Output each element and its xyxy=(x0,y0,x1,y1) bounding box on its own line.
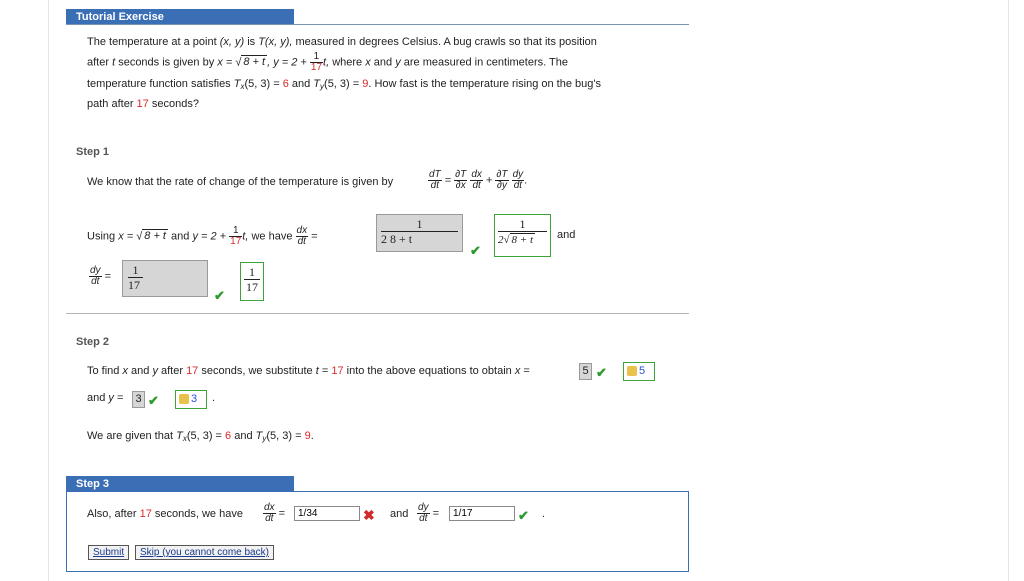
problem-line-2: after t seconds is given by x = √ 8 + t , y = 2 + $\frac{1}{17}$ t, where x and y are measured in centimeters. The xyxy=(87,51,569,73)
sqrt-icon: √ xyxy=(235,56,242,69)
step3-dxdt-label: $\frac{dx}{dt}$ = xyxy=(264,502,286,524)
step2-given-line: We are given that $T_x(5$, 3) = 6 and $T_y(5$, 3) = 9. xyxy=(87,430,314,443)
dxdt-input[interactable] xyxy=(294,506,360,521)
step3-and-text: and xyxy=(390,508,409,520)
step2-and-y-text: and y = xyxy=(87,392,124,404)
key-icon xyxy=(179,394,189,404)
check-icon: ✔ xyxy=(470,243,481,258)
check-icon: ✔ xyxy=(518,508,529,523)
dydt-key-denominator: 17 xyxy=(246,280,258,294)
step3-period: . xyxy=(542,508,546,520)
check-icon: ✔ xyxy=(214,288,225,303)
check-icon: ✔ xyxy=(148,393,159,408)
tutorial-header-rule xyxy=(66,24,689,25)
step1-rate-text: We know that the rate of change of the temperature is given by xyxy=(87,176,394,188)
dxdt-key-numerator: 1 xyxy=(498,218,547,232)
step1-and-text: and xyxy=(557,229,576,241)
x-key-box: 5 xyxy=(623,362,655,381)
step2-y-period: . xyxy=(212,392,216,404)
problem-line-4: path after 17 seconds? xyxy=(87,98,199,110)
chain-rule-formula: $\frac{dT}{dt}$ = $\frac{\partial T}{\partial x}$ $\frac{dx}{dt}$ + $\frac{\partial T}{\partial y}$ $\frac{dy}{dt}$ . xyxy=(429,169,528,191)
submit-button[interactable]: Submit xyxy=(88,545,129,560)
dydt-input[interactable] xyxy=(449,506,515,521)
y-answer-box[interactable]: 3 xyxy=(132,391,145,408)
dxdt-answer-denominator: 2 8 + t xyxy=(381,232,413,246)
frame-left-border xyxy=(48,0,49,581)
dxdt-key-denominator: 2√ 8 + t xyxy=(498,234,534,246)
frame-right-border xyxy=(1008,0,1009,581)
dydt-answer-denominator: 17 xyxy=(128,278,140,292)
step1-label: Step 1 xyxy=(76,146,110,158)
dydt-answer-numerator: 1 xyxy=(128,264,143,278)
step3-dydt-label: $\frac{dy}{dt}$ = xyxy=(418,502,440,524)
dydt-key-box xyxy=(240,262,264,301)
problem-line-1: The temperature at a point (x, y) is T(x, y), measured in degrees Celsius. A bug crawls so that its position xyxy=(87,36,597,48)
dydt-answer-box[interactable] xyxy=(122,260,208,297)
dydt-key-numerator: 1 xyxy=(244,266,260,280)
y-key-box: 3 xyxy=(175,390,207,409)
incorrect-x-icon: ✖ xyxy=(363,507,375,523)
step1-divider xyxy=(66,313,689,314)
key-icon xyxy=(627,366,637,376)
step3-header: Step 3 xyxy=(66,476,294,492)
sqrt-icon: √ xyxy=(136,230,143,243)
step3-also-text: Also, after 17 seconds, we have xyxy=(87,508,243,520)
dxdt-answer-numerator: 1 xyxy=(381,218,458,232)
step1-using-line: Using x = √ 8 + t and y = 2 + $\frac{1}{17}$ t, we have $\frac{dx}{dt}$ = xyxy=(87,225,318,247)
step2-label: Step 2 xyxy=(76,336,110,348)
dxdt-answer-box[interactable] xyxy=(376,214,463,252)
problem-line-3: temperature function satisfies $T_x(5$, 3) = 6 and $T_y(5$, 3) = 9. How fast is the temperature rising on the bug's xyxy=(87,78,601,91)
x-answer-box[interactable]: 5 xyxy=(579,363,592,380)
tutorial-header: Tutorial Exercise xyxy=(66,9,294,25)
dxdt-key-box xyxy=(494,214,551,257)
check-icon: ✔ xyxy=(596,365,607,380)
dydt-label: $\frac{dy}{dt}$ = xyxy=(90,265,112,287)
step2-find-line: To find x and y after 17 seconds, we substitute t = 17 into the above equations to obtain x = xyxy=(87,365,530,377)
skip-button[interactable]: Skip (you cannot come back) xyxy=(135,545,274,560)
